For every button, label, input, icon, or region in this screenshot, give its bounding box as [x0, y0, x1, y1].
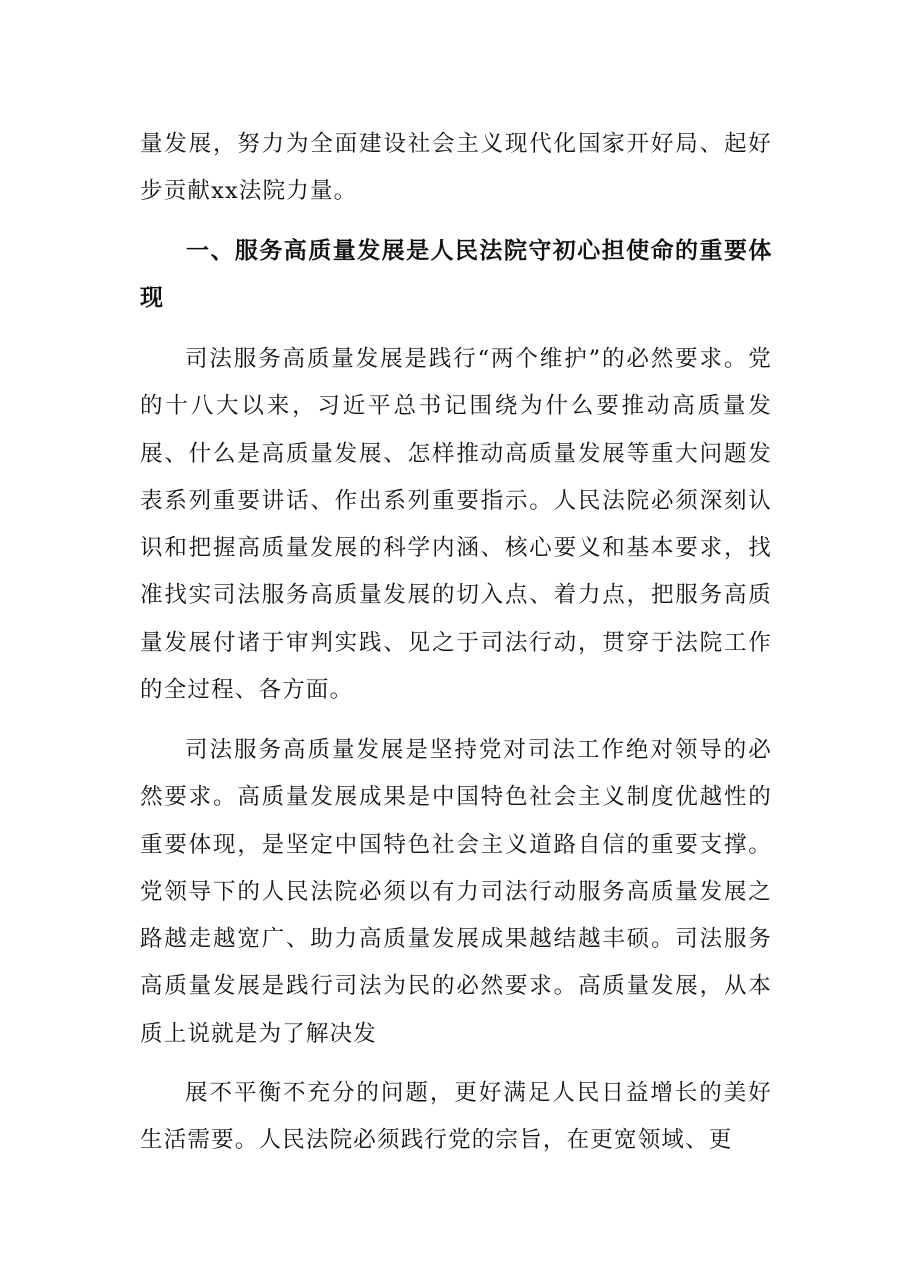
body-paragraph: 司法服务高质量发展是坚持党对司法工作绝对领导的必然要求。高质量发展成果是中国特色社会主义制度优越性的重要体现，是坚定中国特色社会主义道路自信的重要支撑。党领导下的人民法院必须以有力司法行动服务高质量发展之路越走越宽广、助力高质量发展成果越结越丰硕。司法服务高质量发展是践行司法为民的必然要求。高质量发展，从本质上说就是为了解决发 [140, 737, 772, 1047]
paragraph-continuation: 量发展，努力为全面建设社会主义现代化国家开好局、起好步贡献xx法院力量。 [140, 131, 772, 205]
body-paragraph: 司法服务高质量发展是践行“两个维护”的必然要求。党的十八大以来，习近平总书记围绕为什么要推动高质量发展、什么是高质量发展、怎样推动高质量发展等重大问题发表系列重要讲话、作出系列重要指示。人民法院必须深刻认识和把握高质量发展的科学内涵、核心要义和基本要求，找准找实司法服务高质量发展的切入点、着力点，把服务高质量发展付诸于审判实践、见之于司法行动，贯穿于法院工作的全过程、各方面。 [140, 346, 772, 704]
section-heading: 一、服务高质量发展是人民法院守初心担使命的重要体现 [140, 238, 772, 312]
body-paragraph: 展不平衡不充分的问题，更好满足人民日益增长的美好生活需要。人民法院必须践行党的宗旨，在更宽领域、更 [140, 1080, 772, 1154]
